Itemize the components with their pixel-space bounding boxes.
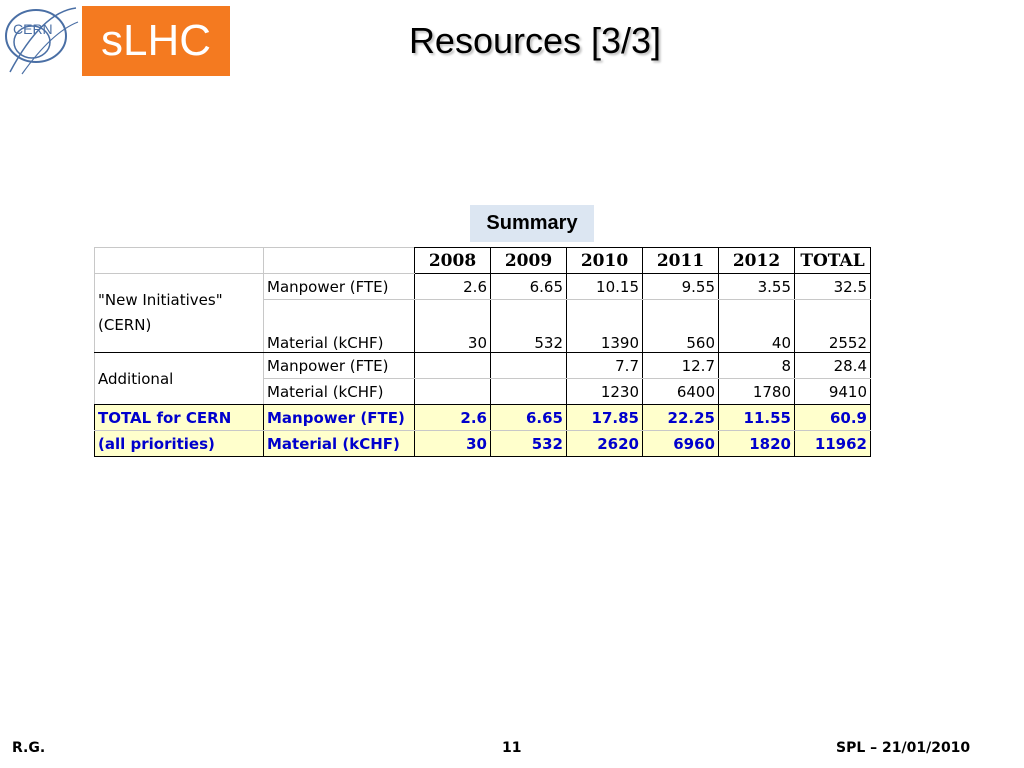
- table-cell: 9.55: [643, 274, 719, 300]
- table-cell: 30: [415, 300, 491, 353]
- cern-logo: [2, 2, 80, 78]
- total-label-line: TOTAL for CERN: [95, 405, 264, 431]
- table-cell: 3.55: [719, 274, 795, 300]
- table-cell: 6960: [643, 431, 719, 457]
- header-empty-cell: [264, 248, 415, 274]
- table-cell: [415, 353, 491, 379]
- table-cell: 2620: [567, 431, 643, 457]
- row-label: Manpower (FTE): [264, 405, 415, 431]
- table-cell: 1820: [719, 431, 795, 457]
- table-cell: 532: [491, 431, 567, 457]
- resources-table: [94, 247, 871, 457]
- footer-event: SPL – 21/01/2010: [836, 740, 971, 756]
- group-label-new-initiatives: [95, 274, 264, 353]
- table-cell: 532: [491, 300, 567, 353]
- table-cell: 7.7: [567, 353, 643, 379]
- table-cell: 10.15: [567, 274, 643, 300]
- group-label-line: "New Initiatives": [98, 291, 223, 309]
- table-cell: 12.7: [643, 353, 719, 379]
- total-header: TOTAL: [795, 248, 871, 274]
- year-header: 2011: [643, 248, 719, 274]
- table-cell: 22.25: [643, 405, 719, 431]
- table-row-total: [95, 405, 871, 431]
- table-cell-total: 28.4: [795, 353, 871, 379]
- group-label-line: (CERN): [98, 316, 152, 334]
- table-cell-total: 11962: [795, 431, 871, 457]
- summary-label: Summary: [470, 205, 594, 242]
- cern-logo-text: CERN: [13, 21, 53, 37]
- year-header: 2009: [491, 248, 567, 274]
- table-cell: [491, 379, 567, 405]
- footer-page-number: 11: [502, 740, 522, 756]
- table-cell: [415, 379, 491, 405]
- table-cell: 1390: [567, 300, 643, 353]
- table-cell-total: 32.5: [795, 274, 871, 300]
- footer-author: R.G.: [12, 740, 46, 756]
- table-cell: 11.55: [719, 405, 795, 431]
- table-cell-total: 60.9: [795, 405, 871, 431]
- slhc-logo-text: sLHC: [100, 16, 212, 65]
- row-label: Material (kCHF): [264, 379, 415, 405]
- header-empty-cell: [95, 248, 264, 274]
- table-cell: 1230: [567, 379, 643, 405]
- table-row: [95, 274, 871, 300]
- table-cell: [491, 353, 567, 379]
- group-label-additional: Additional: [95, 353, 264, 405]
- table-row: [95, 353, 871, 379]
- table-header-row: [95, 248, 871, 274]
- table-cell: 30: [415, 431, 491, 457]
- table-cell: 560: [643, 300, 719, 353]
- total-label-line: (all priorities): [95, 431, 264, 457]
- row-label: Manpower (FTE): [264, 274, 415, 300]
- table-cell: 6.65: [491, 274, 567, 300]
- table-cell: 6400: [643, 379, 719, 405]
- slide-title: Resources [3/3]: [408, 20, 662, 61]
- table-cell: 2.6: [415, 405, 491, 431]
- slhc-logo: [82, 6, 230, 76]
- row-label: Material (kCHF): [264, 300, 415, 353]
- table-cell: 1780: [719, 379, 795, 405]
- row-label: Material (kCHF): [264, 431, 415, 457]
- table-cell: 8: [719, 353, 795, 379]
- table-cell: 6.65: [491, 405, 567, 431]
- table-cell: 2.6: [415, 274, 491, 300]
- table-cell: 17.85: [567, 405, 643, 431]
- year-header: 2008: [415, 248, 491, 274]
- table-row-total: [95, 431, 871, 457]
- year-header: 2010: [567, 248, 643, 274]
- table-cell-total: 2552: [795, 300, 871, 353]
- row-label: Manpower (FTE): [264, 353, 415, 379]
- year-header: 2012: [719, 248, 795, 274]
- table-cell-total: 9410: [795, 379, 871, 405]
- table-cell: 40: [719, 300, 795, 353]
